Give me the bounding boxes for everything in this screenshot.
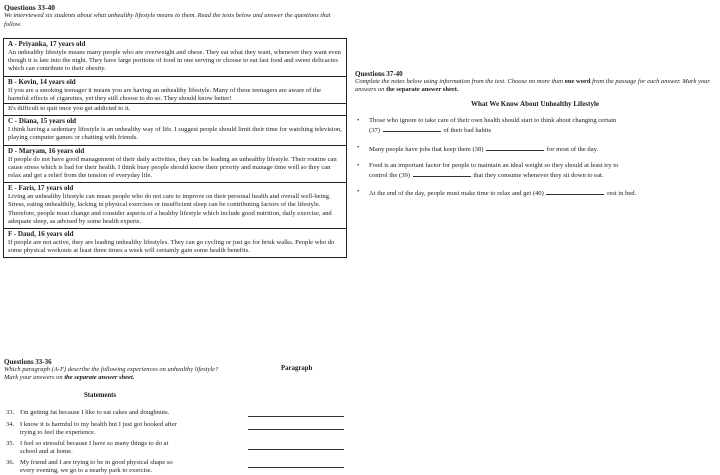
passage-text: An unhealthy lifestyle means many people who are overweight and obese. They eat what they want, whenever they want even though it is late into the night. They have large portions of food in one serving or choose to eat fast food and sweet delicacies which can contribute to their obesity. xyxy=(8,49,341,73)
bullet-icon: • xyxy=(357,117,360,124)
statement-number: 33. xyxy=(6,409,15,416)
reading-intro: We interviewed six students about what unhealthy lifestyle means to them. Read the texts below and answer the questions that follow. xyxy=(4,12,331,28)
note-text: control the (39) xyxy=(369,172,411,180)
passage-title: E - Faris, 17 years old xyxy=(8,184,74,193)
bullet-icon: • xyxy=(357,144,360,151)
instruction-text: from the passage for each answer. Mark your answers on xyxy=(355,78,710,93)
statement-text: I know it is harmful to my health but I just got hooked after xyxy=(20,421,177,428)
answer-line-35[interactable] xyxy=(248,449,344,450)
statement-text-cont: trying to feel the experience. xyxy=(20,429,96,436)
bullet-icon: • xyxy=(357,162,360,169)
notes-heading: Questions 37-40 xyxy=(355,70,403,78)
statement-text: I feel so stressful because I have so many things to do at xyxy=(20,440,169,447)
passage-title: B - Kevin, 14 years old xyxy=(8,77,76,86)
note-text: At the end of the day, people must make time to relax and get (40) xyxy=(369,190,544,197)
passage-b xyxy=(4,76,346,116)
note-text: that they consume whenever they sit down to eat. xyxy=(473,172,604,180)
column-header-paragraph: Paragraph xyxy=(281,365,313,372)
answer-line-36[interactable] xyxy=(248,467,344,468)
matching-instruction-2 xyxy=(4,374,134,381)
note-text: Food is an important factor for people to maintain an ideal weight so they should at least try to xyxy=(369,162,619,169)
passage-e xyxy=(4,182,346,228)
matching-instruction: Which paragraph (A-F) describe the following experiences on unhealthy lifestyle? xyxy=(4,366,219,373)
note-40 xyxy=(357,188,715,198)
reading-heading: Questions 33-40 xyxy=(4,3,56,12)
instruction-bold: the separate answer sheet. xyxy=(386,86,459,93)
passage-title: D - Maryam, 16 years old xyxy=(8,146,85,155)
passage-title: A - Priyanka, 17 years old xyxy=(8,40,86,48)
blank-39[interactable] xyxy=(413,170,471,177)
statement-number: 36. xyxy=(6,459,15,466)
passage-f xyxy=(4,228,346,257)
passage-text: Living an unhealthy lifestyle can mean people who do not care to improve on their personal health and overall well-being. Stress, eating unhealthily, lacking in physical exercises or insufficient sleep can be contributing factors of the lifestyle. Therefore, people must change and consider aspects of a healthy lifestyle which include good nutrition, daily exercise, and adequate sleep, as advised by some health experts. xyxy=(8,193,332,225)
statement-34 xyxy=(6,421,244,437)
note-text: of their bad habits xyxy=(443,127,492,135)
note-text: for most of the day. xyxy=(546,146,599,153)
note-text: Many people have jobs that keep them (38) xyxy=(369,146,484,153)
note-text: (37) xyxy=(369,127,380,135)
instruction-text: Complete the notes below using information from the text. Choose no more than xyxy=(355,78,565,85)
note-37 xyxy=(357,117,715,135)
passage-text-extra: It's difficult to quit once you get addicted to it. xyxy=(4,103,346,113)
statement-text: I'm getting fat because I like to eat cakes and doughnuts. xyxy=(20,409,170,416)
instruction-text: Mark your answers on xyxy=(4,374,65,381)
answer-line-33[interactable] xyxy=(248,416,344,417)
passage-text: If people are not active, they are leading unhealthy lifestyles. They can go cycling or just go for brisk walks. People who do some physical workouts at least three times a week will certainly gain some health benefits. xyxy=(8,239,335,255)
answer-line-34[interactable] xyxy=(248,429,344,430)
statement-number: 34. xyxy=(6,421,15,428)
statement-text-cont: every evening, we go to a nearby park to exercise. xyxy=(20,467,153,474)
instruction-bold: one word xyxy=(564,78,591,85)
passages-table xyxy=(3,38,347,258)
notes-instruction xyxy=(355,78,715,94)
note-38 xyxy=(357,144,715,154)
note-text: rest in bed. xyxy=(607,190,637,197)
statement-35 xyxy=(6,440,244,456)
blank-40[interactable] xyxy=(546,188,604,195)
matching-heading: Questions 33-36 xyxy=(4,358,52,366)
bullet-icon: • xyxy=(357,188,360,195)
notes-title: What We Know About Unhealthy Lifestyle xyxy=(470,100,600,108)
statement-text: My friend and I are trying to be in good physical shape so xyxy=(20,459,173,466)
passage-text: If people do not have good management of their daily activities, they can be leading an unhealthy lifestyle. Their routine can cause stress which is bad for their health. I think busy people should know their priority and manage time well so they can relax and get a relief from the tension of everyday life. xyxy=(8,155,337,180)
note-text: Those who ignore to take care of their own health should start to think about changing certain xyxy=(369,117,617,124)
statement-number: 35. xyxy=(6,440,15,447)
instruction-bold: the separate answer sheet. xyxy=(64,374,135,381)
passage-text: If you are a smoking teenager it means you are having an unhealthy lifestyle. Many of these teenagers are aware of the harmful effects of cigarettes, yet they still choose to do so. They should know better! xyxy=(8,86,322,102)
passage-d xyxy=(4,145,346,183)
note-39 xyxy=(357,162,715,180)
statement-36 xyxy=(6,459,244,475)
blank-38[interactable] xyxy=(486,144,544,151)
statement-text-cont: school and at home. xyxy=(20,448,73,455)
passage-title: C - Diana, 15 years old xyxy=(8,117,77,126)
passage-text: I think having a sedentary lifestyle is an unhealthy way of life. I suggest people should limit their time for watching television, playing computer games or chatting with friends. xyxy=(8,126,342,142)
passage-title: F - Daud, 16 years old xyxy=(8,230,74,239)
statement-33 xyxy=(6,409,244,417)
blank-37[interactable] xyxy=(383,125,441,132)
passage-c xyxy=(4,115,346,144)
passage-a xyxy=(4,39,346,76)
column-header-statements: Statements xyxy=(84,392,117,399)
